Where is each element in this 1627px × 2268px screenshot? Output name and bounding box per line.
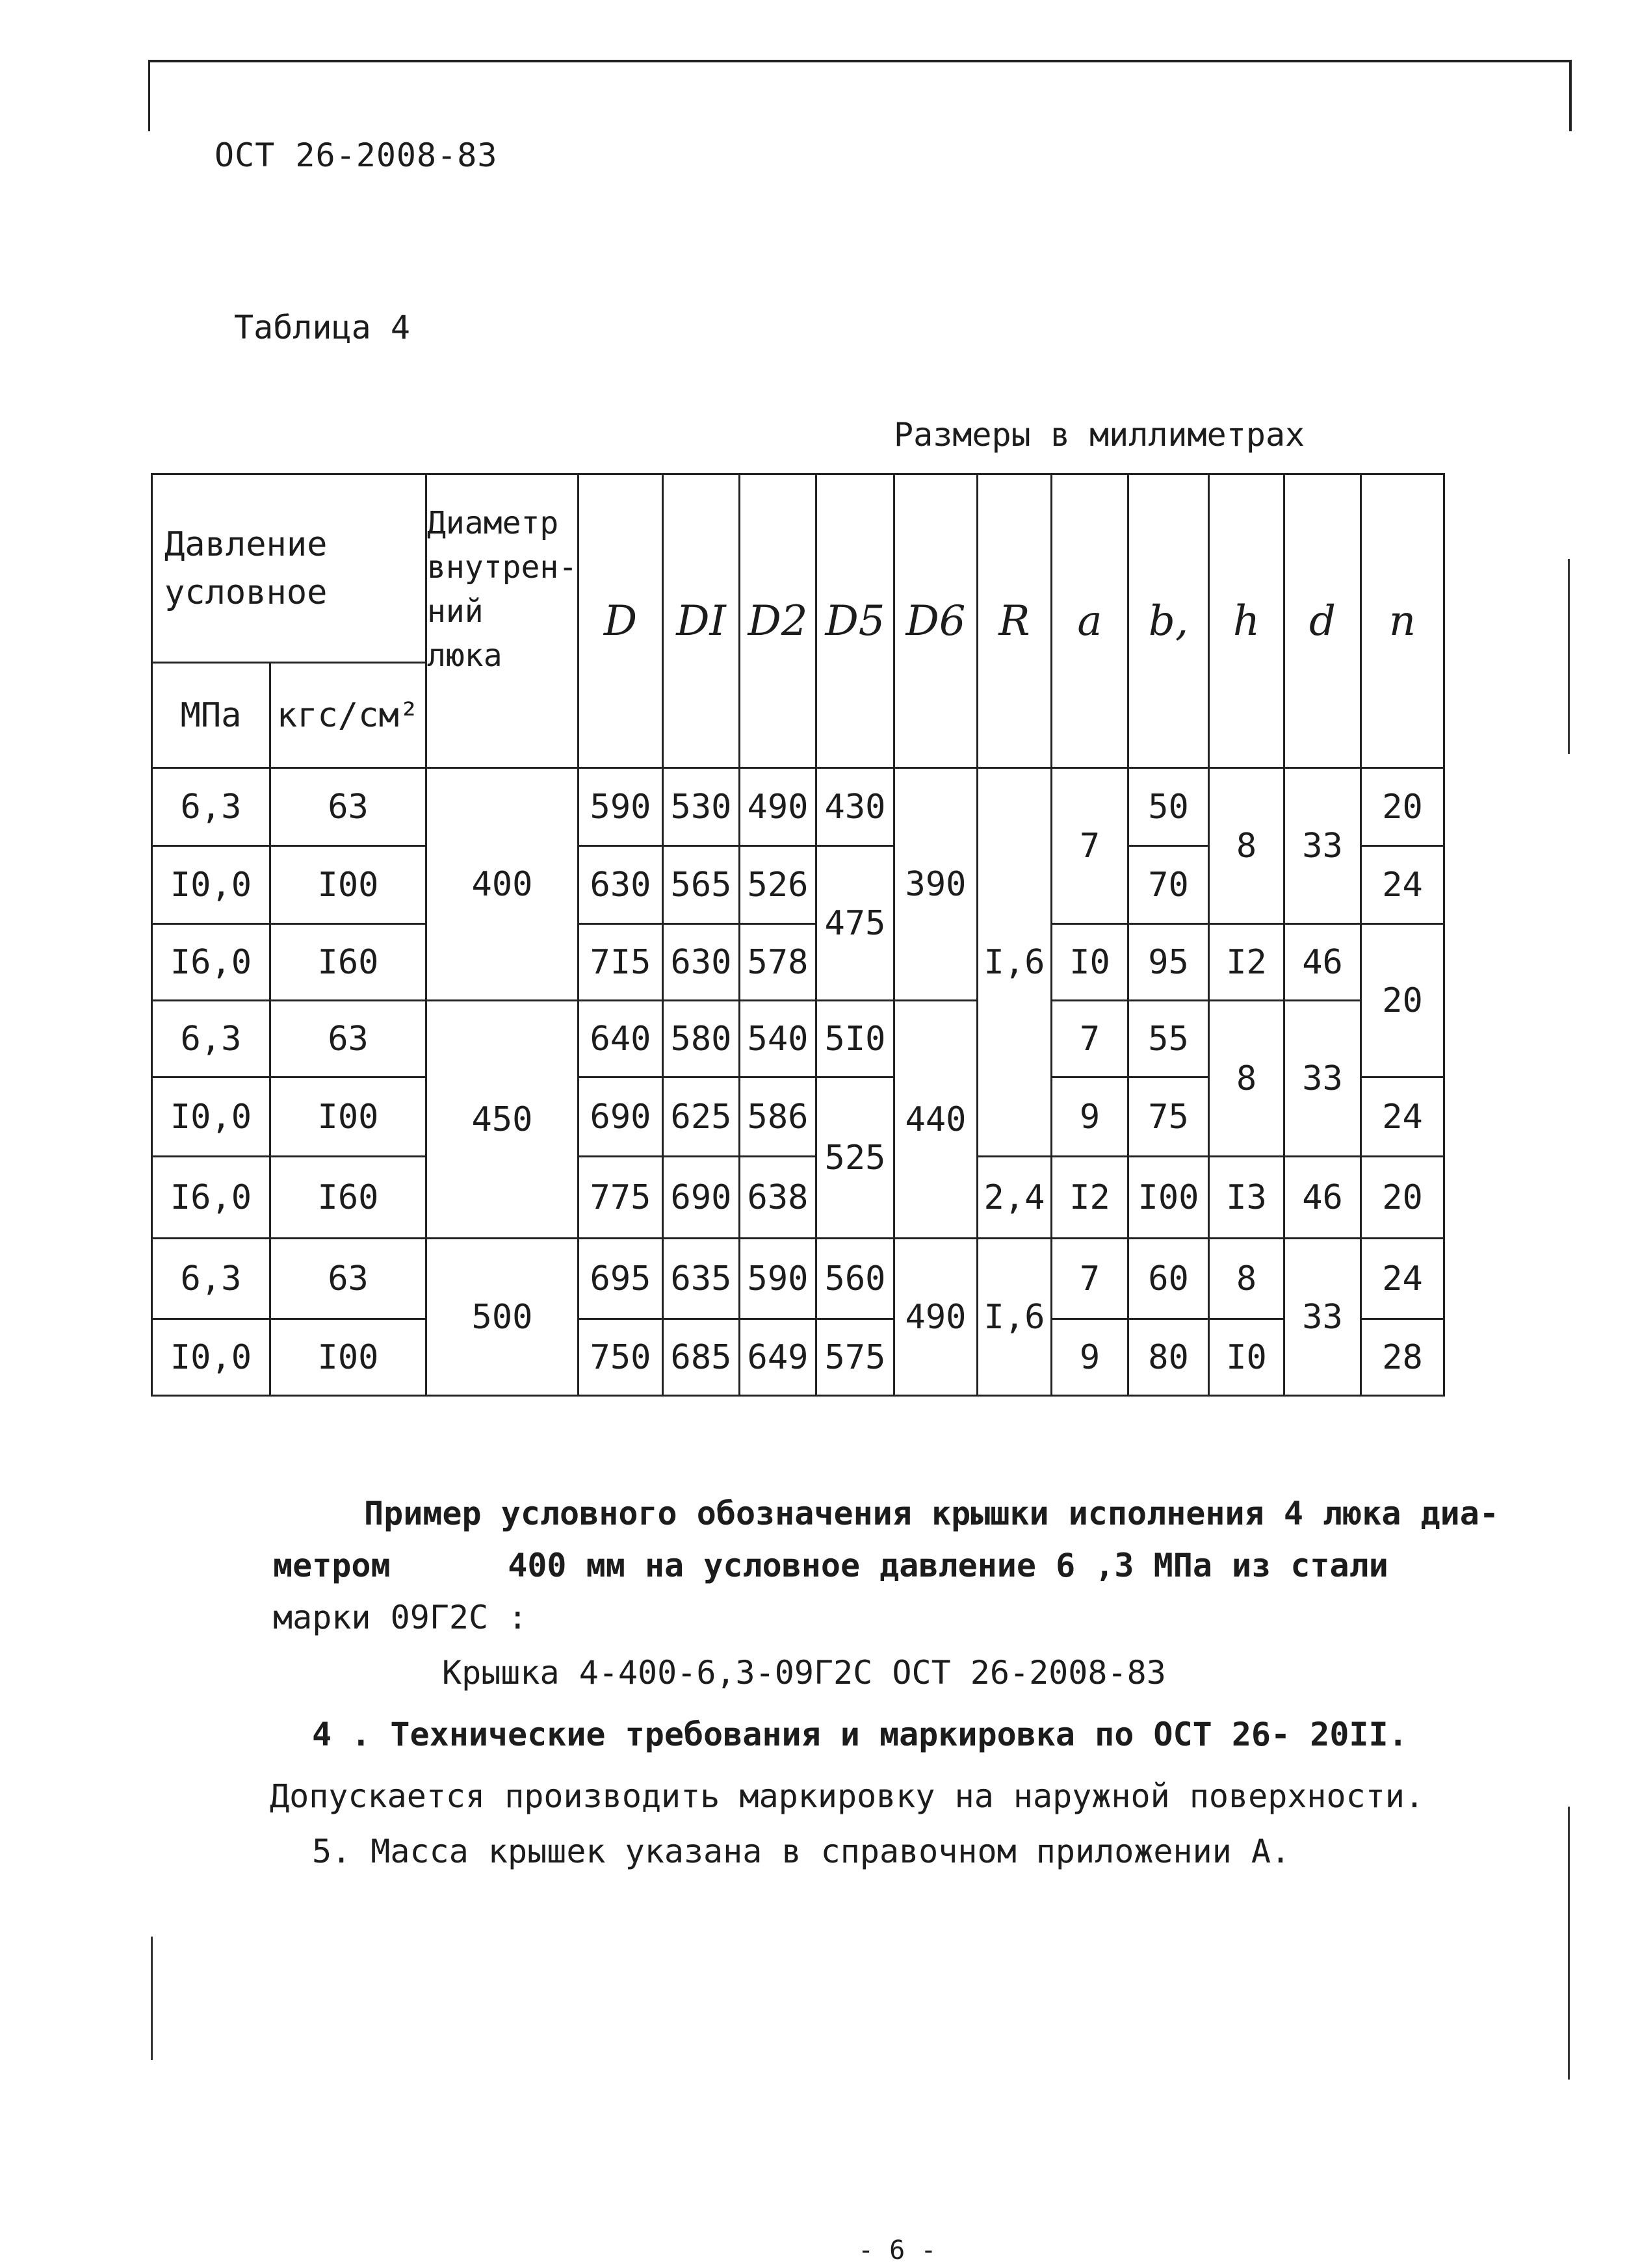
cell-D: 695 bbox=[579, 1239, 663, 1319]
table-row bbox=[152, 1239, 1444, 1319]
cell-D2: 638 bbox=[740, 1157, 816, 1239]
cell-a: I0 bbox=[1052, 924, 1128, 1001]
document-code: ОСТ 26-2008-83 bbox=[215, 136, 498, 174]
page-frame-top bbox=[148, 60, 1572, 62]
table-row bbox=[152, 924, 1444, 1001]
cell-mpa: I6,0 bbox=[152, 924, 270, 1001]
cell-mpa: 6,3 bbox=[152, 1239, 270, 1319]
margin-mark-left bbox=[151, 1937, 153, 2060]
cell-D2: 490 bbox=[740, 768, 816, 846]
example-line-3: марки 09Г2С : bbox=[273, 1599, 528, 1636]
cell-kgf: 63 bbox=[270, 768, 426, 846]
header-R: R bbox=[978, 474, 1052, 768]
cell-D6: 390 bbox=[894, 768, 978, 1001]
cell-kgf: I00 bbox=[270, 1319, 426, 1396]
cell-D1: 625 bbox=[663, 1077, 740, 1157]
cell-D: 630 bbox=[579, 846, 663, 924]
table-title: Таблица 4 bbox=[234, 309, 410, 346]
header-pressure: Давление условное bbox=[152, 474, 426, 663]
margin-mark-right bbox=[1568, 1807, 1570, 2080]
cell-D2: 586 bbox=[740, 1077, 816, 1157]
cell-D: 690 bbox=[579, 1077, 663, 1157]
cell-n: 24 bbox=[1361, 1239, 1444, 1319]
cell-D1: 565 bbox=[663, 846, 740, 924]
cell-D: 7I5 bbox=[579, 924, 663, 1001]
table-row bbox=[152, 1319, 1444, 1396]
cell-d: 33 bbox=[1284, 1239, 1361, 1396]
cell-b: I00 bbox=[1128, 1157, 1209, 1239]
cell-D1: 530 bbox=[663, 768, 740, 846]
table-row bbox=[152, 1001, 1444, 1077]
cell-D1: 635 bbox=[663, 1239, 740, 1319]
header-h: h bbox=[1209, 474, 1284, 768]
cell-D2: 590 bbox=[740, 1239, 816, 1319]
cell-h: 8 bbox=[1209, 1239, 1284, 1319]
cell-mpa: I0,0 bbox=[152, 846, 270, 924]
cell-a: 9 bbox=[1052, 1319, 1128, 1396]
cell-D6: 440 bbox=[894, 1001, 978, 1239]
cell-diameter: 400 bbox=[426, 768, 579, 1001]
header-n: n bbox=[1361, 474, 1444, 768]
cell-a: 9 bbox=[1052, 1077, 1128, 1157]
item-4-continuation: Допускается производить маркировку на наружной поверхности. bbox=[270, 1777, 1425, 1815]
header-a: a bbox=[1052, 474, 1128, 768]
example-line-1: Пример условного обозначения крышки исполнения 4 люка диа- bbox=[364, 1495, 1499, 1532]
cell-kgf: 63 bbox=[270, 1001, 426, 1077]
table-header-row bbox=[152, 474, 1444, 663]
units-note: Размеры в миллиметрах bbox=[894, 416, 1305, 454]
item-4: 4 . Технические требования и маркировка по ОСТ 26- 20II. bbox=[312, 1716, 1408, 1753]
margin-mark-right bbox=[1568, 559, 1570, 754]
cell-mpa: 6,3 bbox=[152, 768, 270, 846]
cell-h: I2 bbox=[1209, 924, 1284, 1001]
cell-D2: 540 bbox=[740, 1001, 816, 1077]
header-mpa: МПа bbox=[152, 663, 270, 768]
cell-b: 95 bbox=[1128, 924, 1209, 1001]
cell-kgf: I60 bbox=[270, 1157, 426, 1239]
cell-mpa: I0,0 bbox=[152, 1077, 270, 1157]
cell-a: 7 bbox=[1052, 1239, 1128, 1319]
cell-a: 7 bbox=[1052, 768, 1128, 924]
cell-D2: 578 bbox=[740, 924, 816, 1001]
cell-D2: 526 bbox=[740, 846, 816, 924]
cell-h: I0 bbox=[1209, 1319, 1284, 1396]
cell-n: 20 bbox=[1361, 924, 1444, 1077]
cell-mpa: I6,0 bbox=[152, 1157, 270, 1239]
cell-d: 46 bbox=[1284, 1157, 1361, 1239]
header-D5: D5 bbox=[816, 474, 894, 768]
cell-R: I,6 bbox=[978, 768, 1052, 1157]
page-number: - 6 - bbox=[858, 2236, 937, 2265]
cell-R: I,6 bbox=[978, 1239, 1052, 1396]
cell-mpa: I0,0 bbox=[152, 1319, 270, 1396]
cell-kgf: I00 bbox=[270, 846, 426, 924]
cell-D5: 5I0 bbox=[816, 1001, 894, 1077]
cell-D5: 560 bbox=[816, 1239, 894, 1319]
cell-D1: 630 bbox=[663, 924, 740, 1001]
cell-b: 60 bbox=[1128, 1239, 1209, 1319]
cell-h: I3 bbox=[1209, 1157, 1284, 1239]
cell-R: 2,4 bbox=[978, 1157, 1052, 1239]
cell-kgf: I60 bbox=[270, 924, 426, 1001]
header-D2: D2 bbox=[740, 474, 816, 768]
cell-d: 33 bbox=[1284, 768, 1361, 924]
cell-D5: 430 bbox=[816, 768, 894, 846]
table-row bbox=[152, 768, 1444, 846]
cell-a: 7 bbox=[1052, 1001, 1128, 1077]
page-frame-right bbox=[1569, 60, 1572, 131]
dimensions-table bbox=[151, 473, 1445, 1397]
cell-h: 8 bbox=[1209, 1001, 1284, 1157]
cell-D: 590 bbox=[579, 768, 663, 846]
item-5: 5. Масса крышек указана в справочном приложении А. bbox=[312, 1833, 1291, 1870]
cell-a: I2 bbox=[1052, 1157, 1128, 1239]
header-D1: DI bbox=[663, 474, 740, 768]
cell-n: 24 bbox=[1361, 846, 1444, 924]
cell-kgf: I00 bbox=[270, 1077, 426, 1157]
example-designation: Крышка 4-400-6,3-09Г2С ОСТ 26-2008-83 bbox=[442, 1654, 1166, 1692]
cell-b: 75 bbox=[1128, 1077, 1209, 1157]
cell-diameter: 450 bbox=[426, 1001, 579, 1239]
example-line-2: метром 400 мм на условное давление 6 ,3 МПа из стали bbox=[273, 1547, 1388, 1584]
cell-D: 750 bbox=[579, 1319, 663, 1396]
cell-n: 24 bbox=[1361, 1077, 1444, 1157]
cell-n: 20 bbox=[1361, 768, 1444, 846]
cell-D: 640 bbox=[579, 1001, 663, 1077]
cell-kgf: 63 bbox=[270, 1239, 426, 1319]
cell-b: 80 bbox=[1128, 1319, 1209, 1396]
cell-mpa: 6,3 bbox=[152, 1001, 270, 1077]
cell-h: 8 bbox=[1209, 768, 1284, 924]
cell-b: 55 bbox=[1128, 1001, 1209, 1077]
cell-D5: 475 bbox=[816, 846, 894, 1001]
cell-D2: 649 bbox=[740, 1319, 816, 1396]
cell-b: 70 bbox=[1128, 846, 1209, 924]
cell-D6: 490 bbox=[894, 1239, 978, 1396]
cell-b: 50 bbox=[1128, 768, 1209, 846]
header-D6: D6 bbox=[894, 474, 978, 768]
header-D: D bbox=[579, 474, 663, 768]
cell-d: 46 bbox=[1284, 924, 1361, 1001]
header-kgf: кгс/см² bbox=[270, 663, 426, 768]
cell-diameter: 500 bbox=[426, 1239, 579, 1396]
cell-D5: 575 bbox=[816, 1319, 894, 1396]
header-diameter: Диаметр внутрен-ний люка bbox=[426, 474, 579, 768]
table-row bbox=[152, 1157, 1444, 1239]
header-b: b, bbox=[1128, 474, 1209, 768]
cell-D: 775 bbox=[579, 1157, 663, 1239]
cell-D1: 580 bbox=[663, 1001, 740, 1077]
cell-d: 33 bbox=[1284, 1001, 1361, 1157]
cell-n: 28 bbox=[1361, 1319, 1444, 1396]
cell-D5: 525 bbox=[816, 1077, 894, 1239]
cell-n: 20 bbox=[1361, 1157, 1444, 1239]
cell-D1: 685 bbox=[663, 1319, 740, 1396]
cell-D1: 690 bbox=[663, 1157, 740, 1239]
page-frame-left bbox=[148, 60, 150, 131]
header-d: d bbox=[1284, 474, 1361, 768]
